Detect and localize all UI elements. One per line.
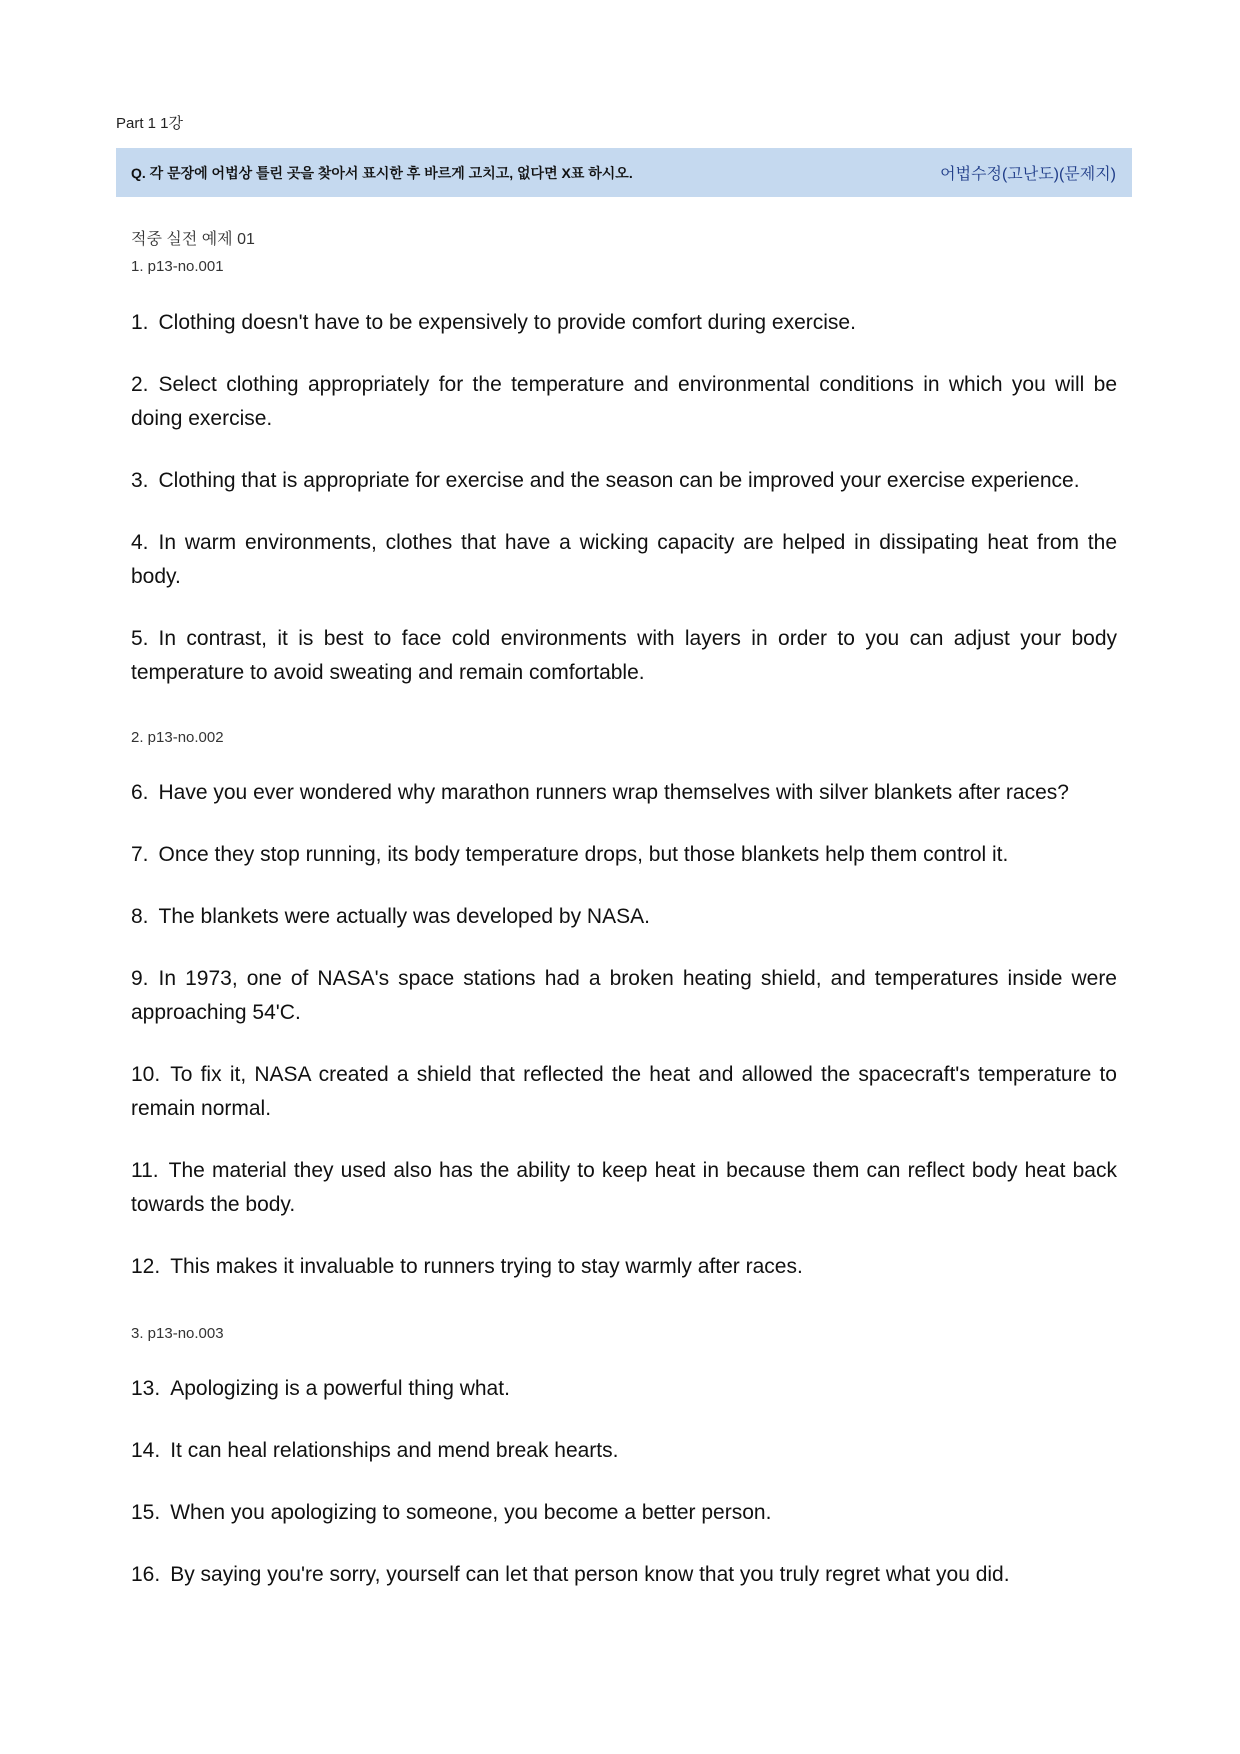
sentence-item: 7. Once they stop running, its body temperature drops, but those blankets help them control it.: [131, 843, 1009, 866]
sentence-item: 13. Apologizing is a powerful thing what.: [131, 1377, 510, 1400]
sentence-item: 10. To fix it, NASA created a shield that reflected the heat and allowed the spacecraft's temperature to remain normal.: [131, 1063, 1117, 1120]
page-label: Part 1 1강: [116, 115, 184, 132]
sentence-item: 14. It can heal relationships and mend break hearts.: [131, 1439, 619, 1462]
group-label: 3. p13-no.003: [131, 1325, 224, 1342]
sentence-item: 3. Clothing that is appropriate for exercise and the season can be improved your exercise experience.: [131, 469, 1080, 492]
sentence-item: 4. In warm environments, clothes that have a wicking capacity are helped in dissipating heat from the body.: [131, 531, 1117, 588]
group-label: 1. p13-no.001: [131, 258, 224, 275]
sentence-item: 11. The material they used also has the ability to keep heat in because them can reflect body heat back towards the body.: [131, 1159, 1117, 1216]
section-title: 적중 실전 예제 01: [131, 231, 255, 248]
category-label: 어법수정(고난도)(문제지): [940, 166, 1116, 183]
group-label: 2. p13-no.002: [131, 729, 224, 746]
sentence-item: 6. Have you ever wondered why marathon runners wrap themselves with silver blankets after races?: [131, 781, 1069, 804]
instruction-banner: [116, 148, 1132, 197]
question-instruction: Q. 각 문장에 어법상 틀린 곳을 찾아서 표시한 후 바르게 고치고, 없다면 X표 하시오.: [131, 164, 633, 181]
sentence-item: 9. In 1973, one of NASA's space stations had a broken heating shield, and temperatures inside were approaching 54'C.: [131, 967, 1117, 1024]
sentence-item: 12. This makes it invaluable to runners trying to stay warmly after races.: [131, 1255, 803, 1278]
sentence-item: 1. Clothing doesn't have to be expensively to provide comfort during exercise.: [131, 311, 856, 334]
sentence-item: 8. The blankets were actually was developed by NASA.: [131, 905, 650, 928]
sentence-item: 16. By saying you're sorry, yourself can let that person know that you truly regret what you did.: [131, 1563, 1010, 1586]
sentence-item: 5. In contrast, it is best to face cold environments with layers in order to you can adjust your body temperature to avoid sweating and remain comfortable.: [131, 627, 1117, 684]
sentence-item: 2. Select clothing appropriately for the temperature and environmental conditions in which you will be doing exercise.: [131, 373, 1117, 430]
sentence-item: 15. When you apologizing to someone, you become a better person.: [131, 1501, 772, 1524]
